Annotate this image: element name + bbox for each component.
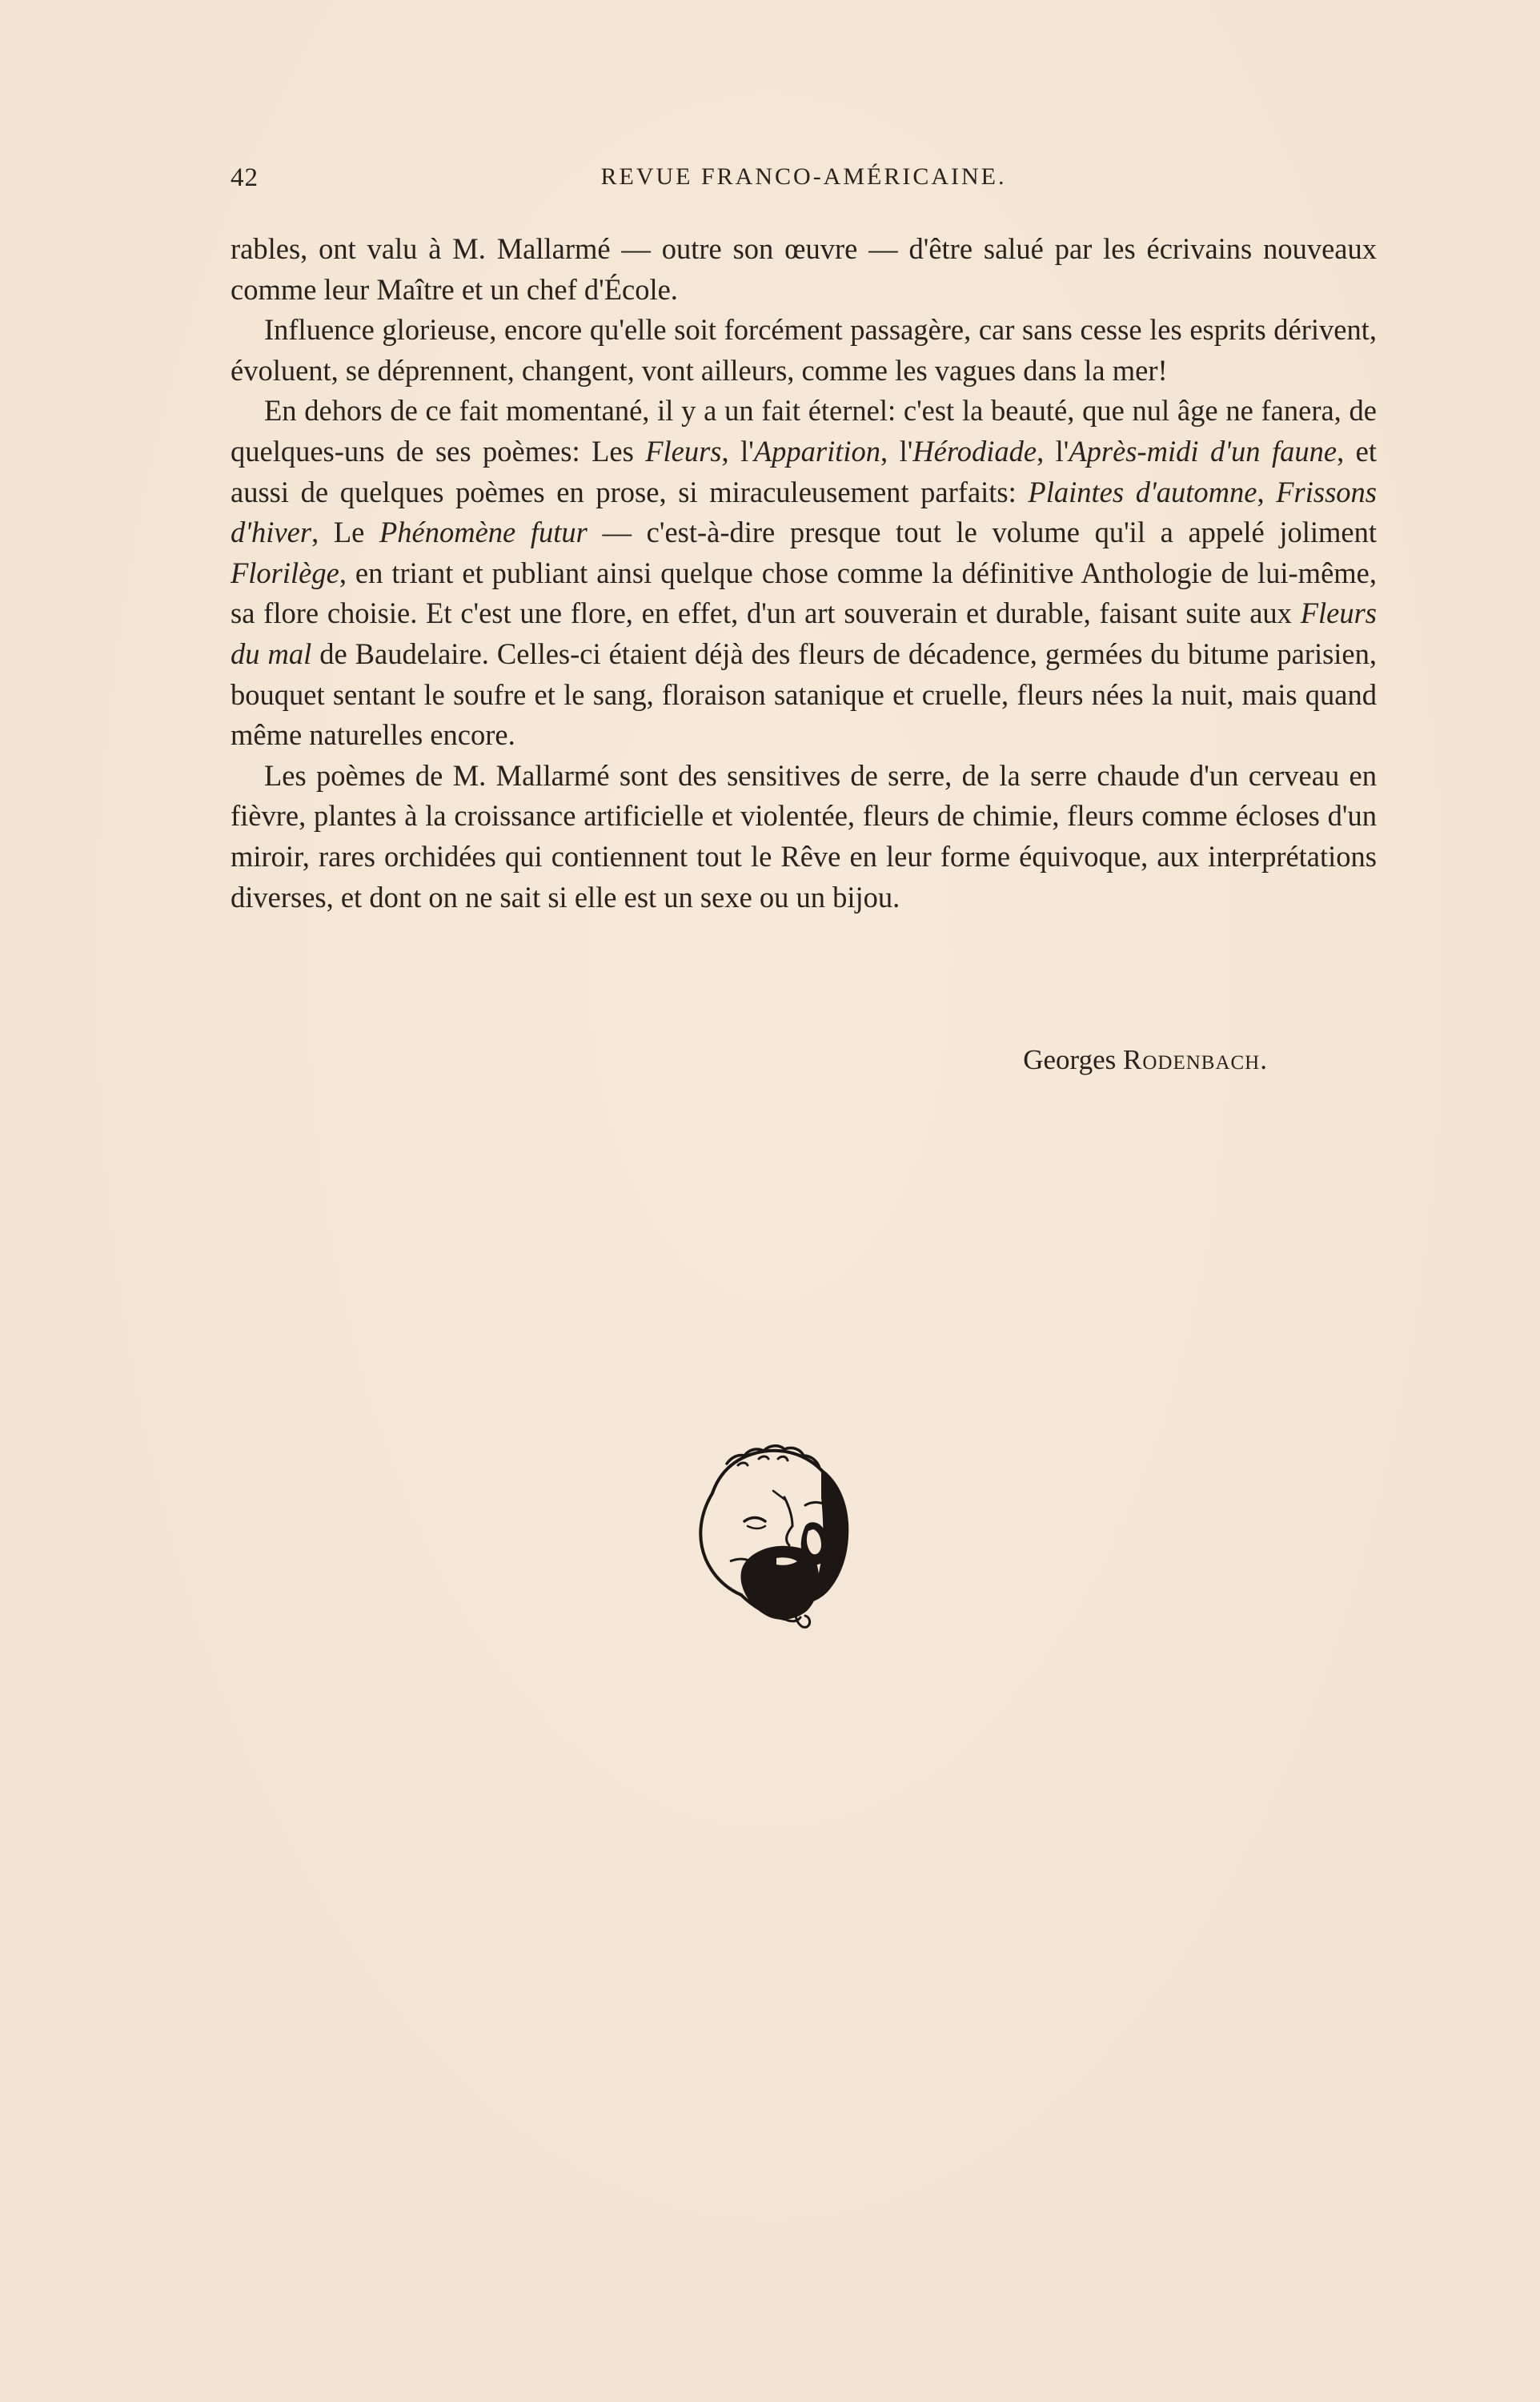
italic-title-fleurs: Fleurs (645, 434, 722, 468)
italic-title-herodiade: Hérodiade (912, 434, 1037, 468)
text-run: , Le (311, 516, 379, 549)
italic-title-fleurs-du-mal: Fleurs du mal (231, 596, 1377, 670)
text-run: , et aussi de quelques poèmes en prose, si miraculeusement parfaits: (231, 434, 1378, 508)
text-run: En dehors de ce fait momentané, il y a un fait éternel: c'est la beauté, que nul âge ne fanera, de quelques-uns de ses poèmes: Les (231, 394, 1377, 468)
italic-title-apparition: Apparition (753, 434, 880, 468)
text-run: , l' (721, 434, 754, 468)
italic-title-plaintes: Plaintes d'automne (1028, 475, 1257, 508)
text-run: , l' (1037, 434, 1069, 468)
paragraph-1: rables, ont valu à M. Mallarmé — outre son œuvre — d'être salué par les écrivains nouveaux comme leur Maître et un chef d'École. (231, 232, 1377, 306)
italic-title-florilege: Florilège (231, 556, 339, 589)
text-run: , (1257, 475, 1277, 508)
author-first-name: Georges (1023, 1044, 1117, 1075)
article-body (231, 229, 1377, 918)
paragraph-4: Les poèmes de M. Mallarmé sont des sensitives de serre, de la serre chaude d'un cerveau en fièvre, plantes à la croissance artificielle et violentée, fleurs de chimie, fleurs comme écloses d'un miroir, rares orchidées qui contiennent tout le Rêve en leur forme équivoque, aux interprétations diverses, et dont on ne sait si elle est un sexe ou un bijou. (231, 758, 1377, 914)
page-number: 42 (231, 163, 259, 192)
paragraph-3 (231, 391, 1377, 755)
text-run: , l' (880, 434, 913, 468)
running-head (231, 163, 1377, 202)
author-signature (231, 1044, 1268, 1076)
text-run: de Baudelaire. Celles-ci étaient déjà des fleurs de décadence, germées du bitume parisien, bouquet sentant le soufre et le sang, floraison satanique et cruelle, fleurs nées la nuit, mais quand même naturelles encore. (231, 637, 1378, 752)
text-run: , en triant et publiant ainsi quelque chose comme la définitive Anthologie de lui-même, sa flore choisie. Et c'est une flore, en effet, d'un art souverain et durable, faisant suite aux (231, 556, 1377, 630)
journal-title: REVUE FRANCO-AMÉRICAINE. (600, 163, 1007, 190)
italic-title-phenomene: Phénomène futur (379, 516, 588, 549)
italic-title-apres-midi: Après-midi d'un faune (1069, 434, 1337, 468)
text-run: — c'est-à-dire presque tout le volume qu'il a appelé joliment (587, 516, 1377, 549)
author-last-name: Rodenbach. (1123, 1044, 1268, 1075)
portrait-head-vignette-icon (664, 1417, 864, 1633)
paragraph-2: Influence glorieuse, encore qu'elle soit forcément passagère, car sans cesse les esprits dérivent, évoluent, se déprennent, changent, vont ailleurs, comme les vagues dans la mer! (231, 313, 1377, 387)
italic-title-frissons: Frissons d'hiver (231, 475, 1377, 549)
